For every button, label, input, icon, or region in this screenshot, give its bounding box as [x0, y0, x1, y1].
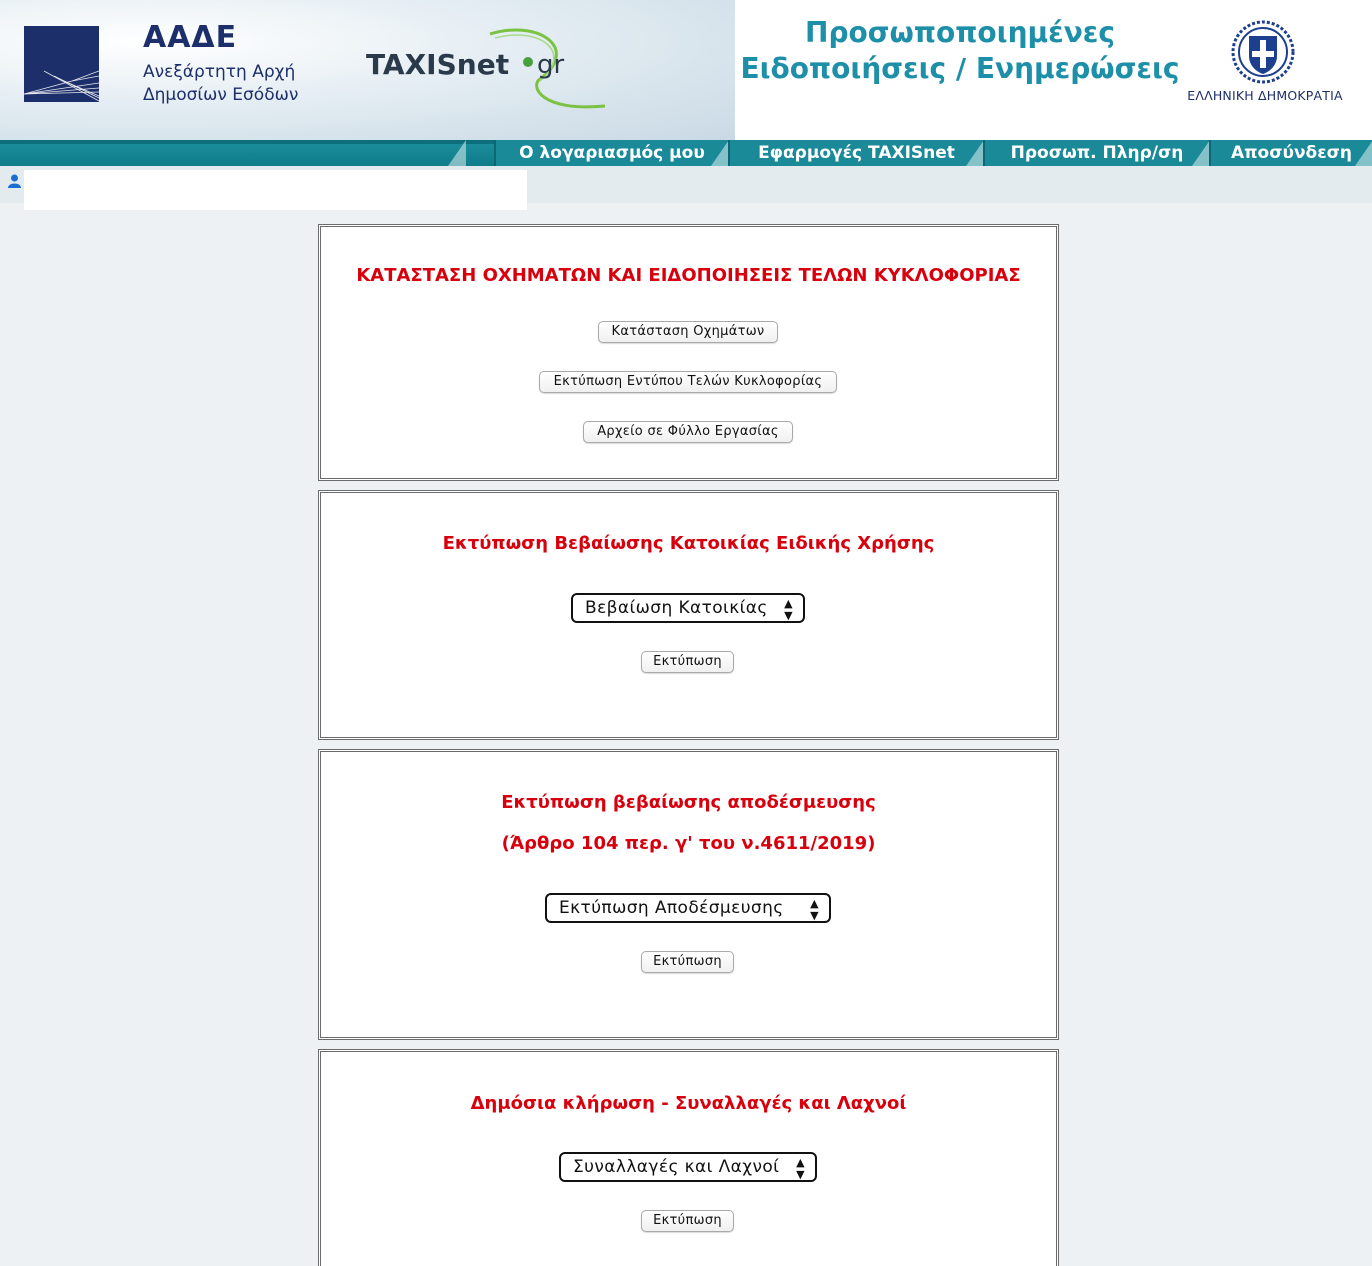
- panel-title-public-draw: Δημόσια κλήρωση - Συναλλαγές και Λαχνοί: [470, 1093, 907, 1114]
- public-draw-select[interactable]: [559, 1152, 817, 1182]
- release-certificate-select[interactable]: [545, 893, 831, 923]
- taxisnet-domain: gr: [537, 50, 565, 80]
- print-circulation-fees-button[interactable]: Εκτύπωση Εντύπου Τελών Κυκλοφορίας: [539, 371, 837, 393]
- panel-title-vehicle-status: ΚΑΤΑΣΤΑΣΗ ΟΧΗΜΑΤΩΝ ΚΑΙ ΕΙΔΟΠΟΙΗΣΕΙΣ ΤΕΛΩΝ ΚΥΚΛΟΦΟΡΙΑΣ: [356, 265, 1021, 286]
- nav-item-taxisnet-apps[interactable]: Εφαρμογές TAXISnet: [728, 140, 983, 166]
- republic-label: ΕΛΛΗΝΙΚΗ ΔΗΜΟΚΡΑΤΙΑ: [1187, 88, 1343, 103]
- nav-divider: [448, 140, 466, 166]
- residence-certificate-select-value: Βεβαίωση Κατοικίας: [585, 598, 768, 618]
- nav-item-logout[interactable]: Αποσύνδεση: [1209, 140, 1372, 166]
- agency-acronym: ΑΑΔΕ: [143, 20, 238, 55]
- vehicle-status-panel: [318, 224, 1059, 481]
- page-header: [0, 0, 1372, 140]
- page-title-line2: Ειδοποιήσεις / Ενημερώσεις: [740, 52, 1180, 85]
- agency-name-line1: Ανεξάρτητη Αρχή: [143, 62, 296, 82]
- nav-item-personal-info[interactable]: Προσωπ. Πληρ/ση: [983, 140, 1209, 166]
- residence-certificate-select[interactable]: [571, 593, 805, 623]
- public-draw-panel: [318, 1049, 1059, 1266]
- release-certificate-select-value: Εκτύπωση Αποδέσμευσης: [559, 898, 784, 918]
- panel-subtitle-release-law: (Άρθρο 104 περ. γ' του ν.4611/2019): [501, 833, 876, 854]
- agency-name-line2: Δημοσίων Εσόδων: [143, 85, 299, 105]
- select-arrows-icon: ▲ ▼: [784, 597, 793, 622]
- greek-emblem-icon: [1231, 20, 1295, 84]
- nav-item-my-account[interactable]: Ο λογαριασμός μου: [494, 140, 728, 166]
- panel-title-residence-certificate: Εκτύπωση Βεβαίωσης Κατοικίας Ειδικής Χρήσης: [442, 533, 935, 554]
- page-title-line1: Προσωποποιημένες: [805, 16, 1115, 49]
- print-release-button[interactable]: Εκτύπωση: [641, 951, 734, 973]
- residence-certificate-panel: [318, 490, 1059, 740]
- print-draw-button[interactable]: Εκτύπωση: [641, 1210, 734, 1232]
- panel-title-release-certificate: Εκτύπωση βεβαίωσης αποδέσμευσης: [501, 792, 876, 813]
- release-certificate-panel: [318, 749, 1059, 1040]
- aade-logo-icon: [24, 26, 99, 102]
- select-arrows-icon: ▲ ▼: [796, 1156, 805, 1181]
- user-icon: [8, 174, 21, 189]
- user-name-field: [24, 170, 527, 210]
- public-draw-select-value: Συναλλαγές και Λαχνοί: [573, 1157, 780, 1177]
- taxisnet-logo-text: TAXISnet: [366, 48, 510, 81]
- export-spreadsheet-button[interactable]: Αρχείο σε Φύλλο Εργασίας: [583, 421, 793, 443]
- vehicle-status-button[interactable]: Κατάσταση Οχημάτων: [598, 321, 778, 343]
- print-residence-button[interactable]: Εκτύπωση: [641, 651, 734, 673]
- select-arrows-icon: ▲ ▼: [810, 897, 819, 922]
